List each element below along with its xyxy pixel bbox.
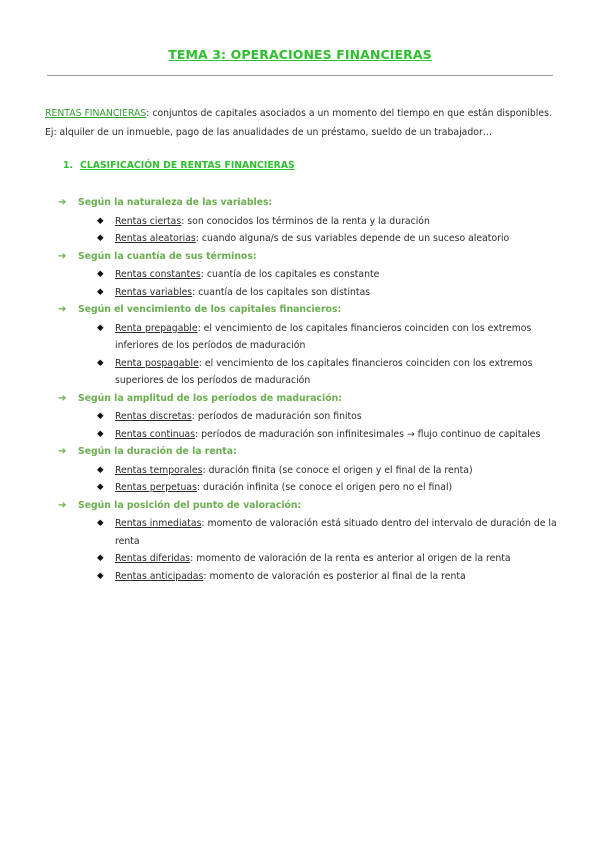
item-term: Renta prepagable	[115, 322, 198, 334]
list-item	[58, 479, 558, 497]
item-description: : períodos de maduración son finitos	[191, 411, 362, 422]
item-term: Renta pospagable	[115, 357, 199, 369]
list-item	[58, 408, 558, 426]
diamond-bullet-icon: ◆	[97, 215, 104, 226]
list-item-text	[115, 320, 558, 355]
diamond-bullet-icon: ◆	[97, 428, 104, 439]
section-heading	[63, 160, 295, 171]
diamond-bullet-icon: ◆	[97, 570, 104, 581]
list-item-text	[115, 355, 558, 390]
list-item	[58, 515, 558, 550]
page-title: TEMA 3: OPERACIONES FINANCIERAS	[168, 47, 432, 62]
arrow-icon: ➔	[58, 197, 67, 208]
group-heading-text: Según la amplitud de los períodos de maduración:	[78, 392, 342, 404]
item-term: Rentas diferidas	[115, 553, 191, 564]
list-item-text	[115, 479, 558, 497]
diamond-bullet-icon: ◆	[97, 357, 104, 368]
item-description: : períodos de maduración son infinitesimales → flujo continuo de capitales	[195, 428, 541, 440]
section-title: CLASIFICACIÓN DE RENTAS FINANCIERAS	[80, 160, 295, 171]
list-item	[58, 266, 558, 284]
group-heading	[58, 390, 558, 409]
item-term: Rentas variables	[115, 286, 193, 298]
item-term: Rentas perpetuas	[115, 482, 197, 493]
intro-paragraph	[45, 104, 560, 142]
intro-term: RENTAS FINANCIERAS	[45, 108, 147, 119]
list-item-text	[115, 426, 558, 444]
group-heading-text: Según el vencimiento de los capitales financieros:	[78, 304, 342, 315]
diamond-bullet-icon: ◆	[97, 464, 104, 475]
list-item	[58, 462, 558, 480]
list-item-text	[115, 568, 558, 586]
group-heading-text: Según la duración de la renta:	[78, 446, 237, 457]
group-heading	[58, 301, 558, 320]
diamond-bullet-icon: ◆	[97, 553, 104, 563]
item-term: Rentas constantes	[115, 269, 201, 280]
diamond-bullet-icon: ◆	[97, 482, 104, 492]
group-heading-text: Según la posición del punto de valoración:	[78, 499, 302, 511]
list-item-text	[115, 550, 558, 568]
item-term: Rentas discretas	[115, 411, 192, 422]
diamond-bullet-icon: ◆	[97, 322, 104, 333]
item-description: : el vencimiento de los capitales financieros coinciden con los extremos superiores de los períodos de maduración	[115, 357, 533, 386]
list-item	[58, 550, 558, 568]
list-item-text	[115, 408, 558, 426]
item-description: : cuantía de los capitales es constante	[200, 269, 380, 280]
list-item	[58, 213, 558, 231]
diamond-bullet-icon: ◆	[97, 269, 104, 279]
intro-text: : conjuntos de capitales asociados a un momento del tiempo en que están disponibles. Ej: alquiler de un inmueble, pago de las anualidades de un préstamo, sueldo de un trabajador…	[45, 108, 552, 138]
title-divider	[47, 75, 553, 76]
group-heading-text: Según la cuantía de sus términos:	[78, 250, 257, 262]
item-term: Rentas inmediatas	[115, 518, 202, 529]
list-item-text	[115, 213, 558, 231]
group-heading	[58, 443, 558, 462]
item-term: Rentas anticipadas	[115, 570, 204, 582]
classification-list	[58, 194, 558, 585]
list-item-text	[115, 230, 558, 248]
list-item	[58, 568, 558, 586]
list-item-text	[115, 284, 558, 302]
list-item	[58, 230, 558, 248]
arrow-icon: ➔	[58, 304, 67, 315]
item-description: : duración finita (se conoce el origen y el final de la renta)	[202, 464, 473, 476]
item-term: Rentas ciertas	[115, 215, 182, 227]
diamond-bullet-icon: ◆	[97, 411, 104, 421]
list-item-text	[115, 266, 558, 284]
group-heading	[58, 248, 558, 267]
group-heading	[58, 497, 558, 516]
diamond-bullet-icon: ◆	[97, 286, 104, 297]
item-term: Rentas continuas	[115, 428, 196, 440]
item-term: Rentas aleatorias	[115, 233, 196, 244]
item-description: : momento de valoración de la renta es anterior al origen de la renta	[190, 553, 511, 564]
list-item	[58, 320, 558, 355]
list-item	[58, 426, 558, 444]
item-description: : momento de valoración es posterior al final de la renta	[203, 570, 466, 582]
list-item	[58, 284, 558, 302]
group-heading	[58, 194, 558, 213]
diamond-bullet-icon: ◆	[97, 233, 104, 243]
list-item-text	[115, 462, 558, 480]
item-description: : cuando alguna/s de sus variables depende de un suceso aleatorio	[195, 233, 510, 244]
list-item-text	[115, 515, 558, 550]
arrow-icon: ➔	[58, 250, 67, 262]
item-description: : son conocidos los términos de la renta y la duración	[181, 215, 430, 227]
item-description: : el vencimiento de los capitales financieros coinciden con los extremos inferiores de los períodos de maduración	[115, 322, 532, 351]
arrow-icon: ➔	[58, 499, 67, 511]
section-number: 1.	[63, 160, 74, 171]
arrow-icon: ➔	[58, 446, 67, 457]
arrow-icon: ➔	[58, 392, 67, 404]
item-description: : cuantía de los capitales son distintas	[192, 286, 371, 298]
item-description: : duración infinita (se conoce el origen pero no el final)	[196, 482, 453, 493]
list-item	[58, 355, 558, 390]
item-term: Rentas temporales	[115, 464, 203, 476]
group-heading-text: Según la naturaleza de las variables:	[78, 197, 273, 208]
item-description: : momento de valoración está situado dentro del intervalo de duración de la renta	[115, 518, 557, 547]
diamond-bullet-icon: ◆	[97, 518, 104, 528]
